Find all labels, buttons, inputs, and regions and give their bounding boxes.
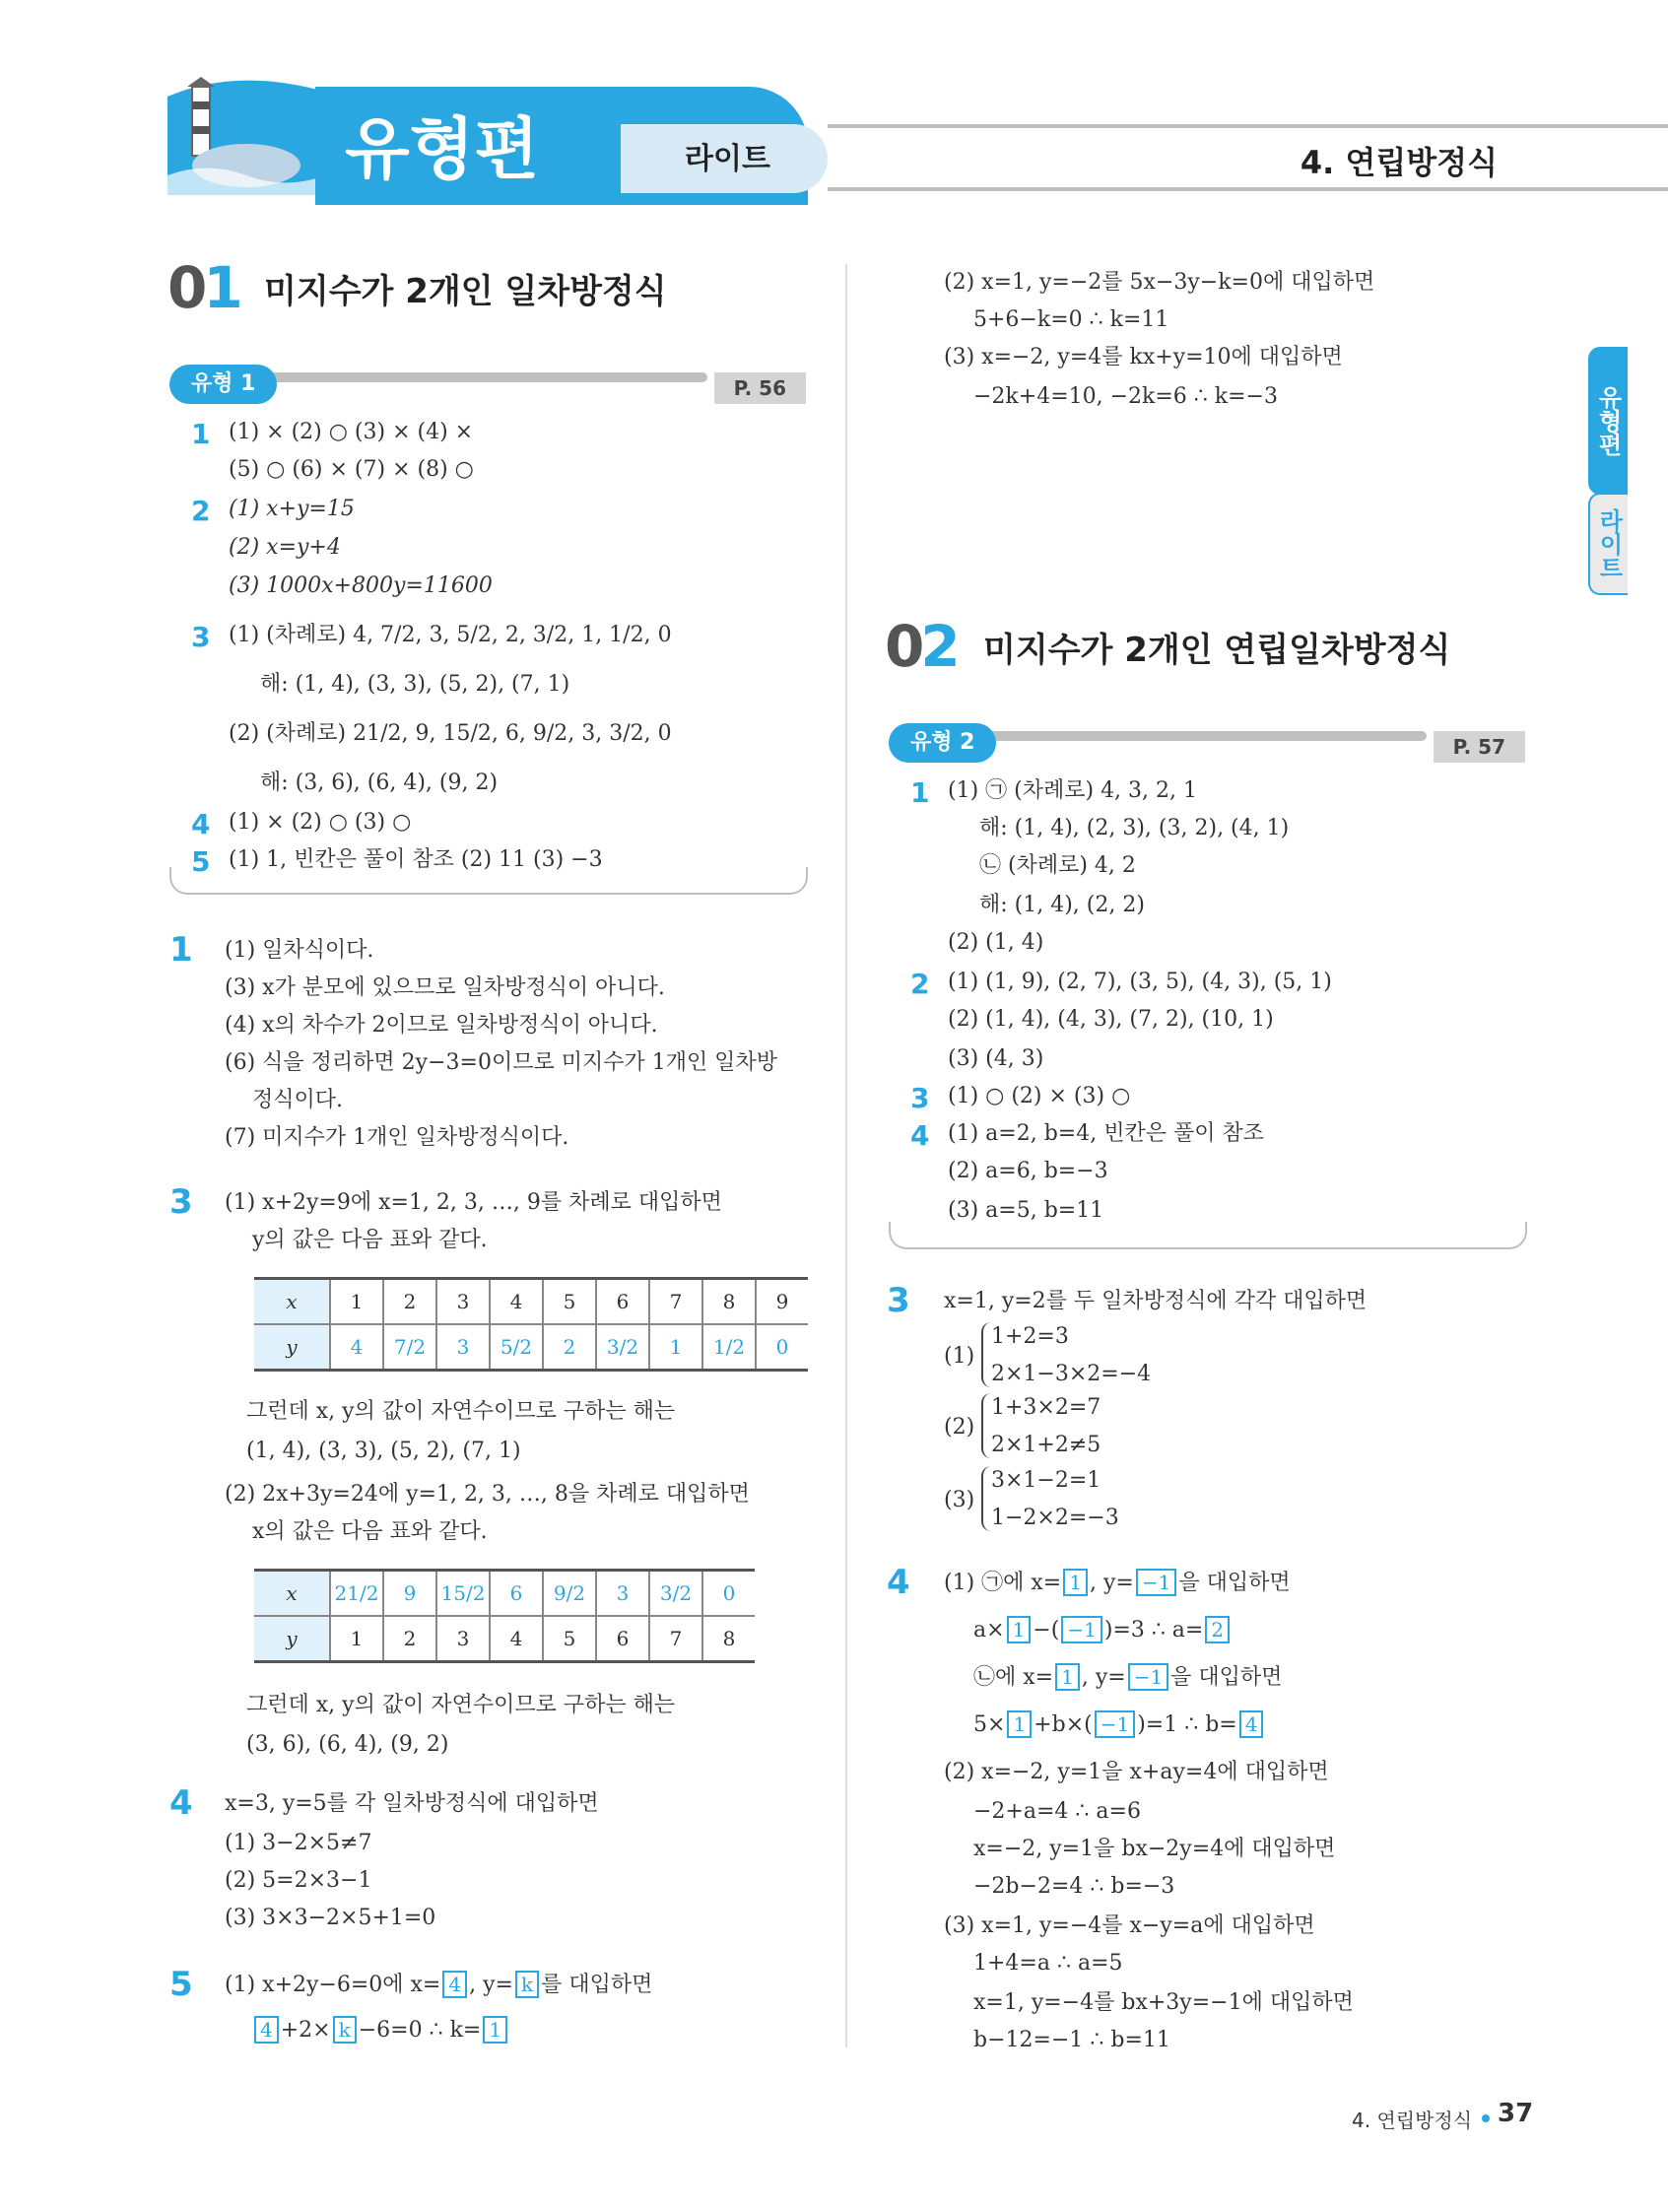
section-2-title: 미지수가 2개인 연립일차방정식 <box>983 631 1451 670</box>
sol2-3-number: 3 <box>887 1281 910 1320</box>
header-chapter: 4. 연립방정식 <box>1300 144 1498 181</box>
sol-1-number: 1 <box>169 930 193 970</box>
header-banner <box>148 77 1527 215</box>
header-rule-bottom <box>828 187 1668 191</box>
header-rule-top <box>828 124 1668 128</box>
side-tab-light[interactable]: 라이트 <box>1588 493 1628 595</box>
sol2-4-number: 4 <box>887 1563 910 1602</box>
sol-4-number: 4 <box>169 1783 193 1823</box>
sol-3-number: 3 <box>169 1182 193 1222</box>
footer-chapter: 4. 연립방정식 <box>1352 2109 1473 2132</box>
type-1-bracket <box>169 867 808 895</box>
section-1-title: 미지수가 2개인 일차방정식 <box>264 272 667 311</box>
header-title: 유형편 <box>345 111 540 189</box>
sol-5-number: 5 <box>169 1965 193 2004</box>
footer-page-number: 37 <box>1498 2099 1534 2128</box>
section-2-number: 02 <box>885 613 957 680</box>
header-subtitle: 라이트 <box>685 142 770 176</box>
type-2-page: P. 57 <box>1434 731 1525 763</box>
type-2-label: 유형 2 <box>889 723 996 763</box>
type-1-bar <box>169 365 806 404</box>
section-1-number: 01 <box>167 254 239 321</box>
type-2-bar <box>889 723 1525 763</box>
type-2-bracket <box>889 1222 1527 1249</box>
type-1-page: P. 56 <box>714 372 806 404</box>
lighthouse-icon <box>148 77 325 195</box>
sol-3-table-1: x 1 2 3 4 5 6 7 8 9 y 4 7/2 3 5/2 2 3/2 1 1/2 0 <box>254 1277 808 1372</box>
side-tab-type[interactable]: 유형편 <box>1588 347 1628 495</box>
sol-3-table-2: x 21/2 9 15/2 6 9/2 3 3/2 0 y 1 2 3 4 5 6 7 8 <box>254 1569 755 1663</box>
type-1-label: 유형 1 <box>169 365 277 404</box>
column-divider <box>845 264 847 2047</box>
footer-dot-icon <box>1482 2114 1490 2122</box>
